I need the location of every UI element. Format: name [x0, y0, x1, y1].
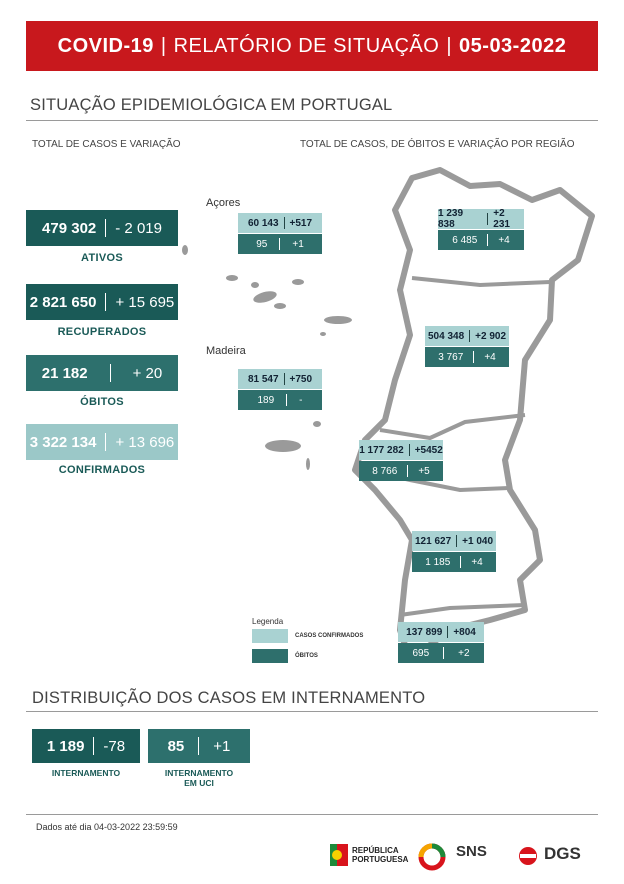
region-deaths-change: +1: [292, 238, 304, 250]
region-divider: [460, 556, 461, 568]
kpi-active-value: 479 302: [42, 219, 97, 237]
region-divider: [409, 444, 410, 456]
region-divider: [286, 394, 287, 406]
region-cases-value: 81 547: [247, 373, 279, 385]
region-cases-change: +2 231: [493, 208, 510, 230]
kpi-active-tile: [26, 210, 178, 246]
republic-emblem-icon: [330, 844, 348, 866]
hospital-icu-label-line1: INTERNAMENTO: [164, 768, 234, 778]
region-cases-value: 1 177 282: [359, 444, 404, 456]
legend-deaths-label: ÓBITOS: [295, 653, 318, 659]
hospital-icu-change: +1: [213, 737, 231, 755]
region-north-deaths: [438, 230, 524, 250]
region-divider: [473, 351, 474, 363]
republica-line2: PORTUGUESA: [352, 855, 409, 864]
region-cases-value: 60 143: [247, 217, 279, 229]
section-divider: [26, 120, 598, 121]
kpi-divider: [110, 364, 111, 382]
azores-islands: [182, 245, 352, 336]
region-cases-value: 121 627: [414, 535, 452, 547]
region-cases-value: 504 348: [427, 330, 465, 342]
left-subtitle: TOTAL DE CASOS E VARIAÇÃO: [32, 139, 181, 150]
republica-portuguesa-logo: [330, 844, 408, 866]
kpi-confirmed-change: + 13 696: [115, 433, 175, 451]
region-cases-change: +2 902: [475, 330, 507, 342]
region-divider: [407, 465, 408, 477]
region-divider: [284, 217, 285, 229]
banner-separator-2: |: [446, 34, 453, 57]
kpi-recovered-label: RECUPERADOS: [57, 326, 147, 338]
region-cases-change: +5452: [414, 444, 443, 456]
region-lisbon-deaths: [359, 461, 443, 481]
banner-covid: COVID-19: [57, 34, 154, 57]
region-deaths-change: +4: [471, 556, 483, 568]
banner-separator: |: [160, 34, 167, 57]
kpi-confirmed-value: 3 322 134: [29, 433, 97, 451]
region-deaths-value: 189: [257, 394, 275, 406]
region-cases-value: 137 899: [406, 626, 443, 638]
banner-date: 05-03-2022: [459, 34, 567, 57]
kpi-active-label: ATIVOS: [81, 252, 123, 264]
dgs-emblem-icon: [516, 846, 540, 866]
region-cases-change: +517: [289, 217, 313, 229]
region-centre-deaths: [425, 347, 509, 367]
hospital-ward-tile: [32, 729, 140, 763]
section-hospital-title: DISTRIBUIÇÃO DOS CASOS EM INTERNAMENTO: [32, 689, 426, 707]
kpi-divider: [93, 737, 94, 755]
banner-report-title: RELATÓRIO DE SITUAÇÃO: [173, 34, 440, 57]
kpi-divider: [105, 433, 106, 451]
health-ring-logo-icon: [418, 843, 446, 871]
region-algarve-cases: [398, 622, 484, 642]
region-madeira-cases: [238, 369, 322, 389]
region-divider: [279, 238, 280, 250]
legend-deaths-swatch: [252, 649, 288, 663]
region-cases-value: 1 239 838: [438, 208, 464, 230]
kpi-deaths-value: 21 182: [41, 364, 88, 382]
region-azores-deaths: [238, 234, 322, 254]
region-cases-change: +804: [453, 626, 476, 638]
region-deaths-change: +4: [498, 234, 510, 246]
kpi-confirmed-tile: [26, 424, 178, 460]
region-deaths-value: 95: [256, 238, 268, 250]
republica-line1: REPÚBLICA: [352, 846, 399, 855]
right-subtitle: TOTAL DE CASOS, DE ÓBITOS E VARIAÇÃO POR REGIÃO: [300, 139, 575, 150]
region-deaths-change: +2: [458, 647, 470, 659]
dgs-logo: DGS: [544, 844, 581, 863]
hospital-icu-value: 85: [167, 737, 185, 755]
region-cases-change: +1 040: [462, 535, 494, 547]
legend-title: Legenda: [252, 617, 284, 626]
kpi-deaths-tile: [26, 355, 178, 391]
hospital-icu-label-line2: EM UCI: [184, 778, 214, 788]
kpi-recovered-change: + 15 695: [115, 293, 175, 311]
region-cases-change: +750: [289, 373, 313, 385]
region-deaths-value: 8 766: [372, 465, 398, 477]
kpi-active-change: - 2 019: [115, 219, 162, 237]
sns-logo: SNS: [456, 843, 487, 860]
kpi-recovered-tile: [26, 284, 178, 320]
footer-divider: [26, 814, 598, 815]
kpi-divider: [198, 737, 199, 755]
legend-cases-label: CASOS CONFIRMADOS: [295, 633, 364, 639]
region-lisbon-cases: [359, 440, 443, 460]
hospital-icu-label: [148, 768, 250, 788]
kpi-divider: [105, 293, 106, 311]
madeira-islands: [265, 421, 321, 470]
kpi-recovered-value: 2 821 650: [29, 293, 97, 311]
region-divider: [487, 234, 488, 246]
kpi-divider: [105, 219, 106, 237]
region-deaths-change: +4: [484, 351, 496, 363]
hospital-ward-value: 1 189: [46, 737, 85, 755]
report-banner: [26, 21, 598, 71]
region-alentejo-cases: [412, 531, 496, 551]
section-epidemiological-title: SITUAÇÃO EPIDEMIOLÓGICA EM PORTUGAL: [30, 96, 393, 114]
section-divider: [26, 711, 598, 712]
region-deaths-change: -: [299, 394, 303, 406]
hospital-icu-tile: [148, 729, 250, 763]
region-deaths-value: 1 185: [425, 556, 451, 568]
region-deaths-value: 6 485: [452, 234, 478, 246]
region-deaths-value: 3 767: [438, 351, 464, 363]
region-deaths-value: 695: [412, 647, 430, 659]
kpi-deaths-label: ÓBITOS: [80, 396, 124, 408]
madeira-label: Madeira: [206, 345, 246, 357]
hospital-ward-label: INTERNAMENTO: [51, 768, 121, 778]
region-north-cases: [438, 209, 524, 229]
region-alentejo-deaths: [412, 552, 496, 572]
region-divider: [447, 626, 448, 638]
region-madeira-deaths: [238, 390, 322, 410]
region-divider: [443, 647, 444, 659]
region-azores-cases: [238, 213, 322, 233]
region-centre-cases: [425, 326, 509, 346]
region-deaths-change: +5: [418, 465, 430, 477]
kpi-confirmed-label: CONFIRMADOS: [58, 464, 146, 476]
region-algarve-deaths: [398, 643, 484, 663]
hospital-ward-change: -78: [103, 737, 126, 755]
region-divider: [487, 213, 488, 225]
region-divider: [469, 330, 470, 342]
azores-label: Açores: [206, 197, 241, 209]
region-divider: [284, 373, 285, 385]
footer-data-date: Dados até dia 04-03-2022 23:59:59: [36, 822, 178, 832]
kpi-deaths-change: + 20: [132, 364, 163, 382]
region-divider: [456, 535, 457, 547]
legend-cases-swatch: [252, 629, 288, 643]
